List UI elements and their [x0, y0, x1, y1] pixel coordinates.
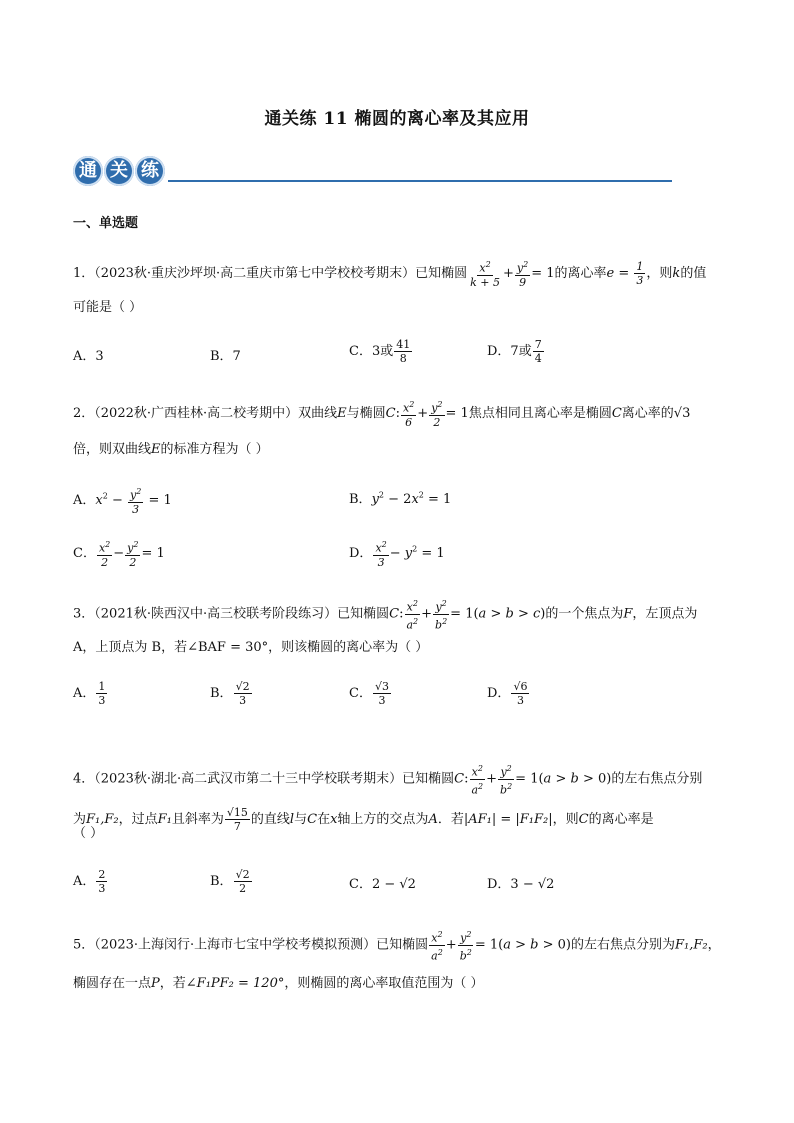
q5-equation: $\frac{x^2}{a^2}$ [431, 930, 443, 963]
question-4-line-2: 为F₁,F₂，过点F₁且斜率为 $\frac{√15}{7}$ 的直线l与C在x轴上方的交点为A．若|AF₁| = |F₁F₂|，则C的离心率是 [73, 806, 654, 833]
q1-eccentricity: $\frac{1}{3}$ [636, 259, 644, 287]
q1-option-c[interactable]: C．3或 $\frac{41}{8}$ [349, 338, 411, 365]
q4-option-a[interactable]: A． $\frac{2}{3}$ [73, 868, 106, 895]
q3-option-b[interactable]: B． $\frac{√2}{3}$ [210, 680, 250, 707]
question-2-line-2: 倍，则双曲线E的标准方程为（ ） [73, 442, 269, 457]
q1-option-d[interactable]: D．7或 $\frac{7}{4}$ [487, 338, 542, 365]
question-1-line-2: 可能是（ ） [73, 300, 143, 315]
q1-option-b[interactable]: B．7 [210, 349, 241, 364]
q3-option-d[interactable]: D． $\frac{√6}{3}$ [487, 680, 528, 707]
q2-option-b[interactable]: B．$y^2 - 2x^2 = 1$ [349, 490, 452, 507]
question-4-line-3: （ ） [73, 826, 104, 841]
q4-equation: $\frac{x^2}{a^2}$ [471, 764, 484, 797]
question-2-line-1: 2．（2022秋·广西桂林·高二校考期中）双曲线E与椭圆C: $\frac{x^2}{6}$ + $\frac{y^2}{2}$ = 1焦点相同且离心率是椭圆C离心率的√3 [73, 400, 691, 429]
q3-option-a[interactable]: A． $\frac{1}{3}$ [73, 680, 106, 707]
q4-option-d[interactable]: D．3 − √2 [487, 877, 555, 892]
q4-option-b[interactable]: B． $\frac{√2}{2}$ [210, 868, 250, 895]
page-title: 通关练 11 椭圆的离心率及其应用 [264, 109, 530, 129]
q2-option-c[interactable]: C． $\frac{x^2}{2}$ − $\frac{y^2}{2}$ = 1 [73, 540, 165, 569]
section-badge [73, 156, 165, 186]
q2-option-a[interactable]: A．$x^2$ − $\frac{y^2}{3}$ = 1 [73, 487, 172, 516]
badge-underline [168, 180, 672, 182]
section-heading: 一、单选题 [73, 216, 139, 231]
question-5-line-1: 5．（2023·上海闵行·上海市七宝中学校考模拟预测）已知椭圆 $\frac{x^2}{a^2}$ + $\frac{y^2}{b^2}$ = 1(a > b > 0)的左右焦点分别为F₁,F₂， [73, 930, 721, 963]
question-4-line-1: 4．（2023秋·湖北·高二武汉市第二十三中学校联考期末）已知椭圆C: $\frac{x^2}{a^2}$ + $\frac{y^2}{b^2}$ = 1(a > b > 0)的左右焦点分别 [73, 764, 703, 797]
q2-equation: $\frac{x^2}{6}$ [402, 400, 415, 429]
badge-char: 通 [73, 156, 103, 186]
q1-option-a[interactable]: A．3 [73, 349, 104, 364]
q1-text: 1．（2023秋·重庆沙坪坝·高二重庆市第七中学校校考期末）已知椭圆 [73, 265, 468, 281]
question-3-line-2: A，上顶点为 B，若∠BAF = 30°，则该椭圆的离心率为（ ） [73, 640, 429, 655]
question-3-line-1: 3．（2021秋·陕西汉中·高三校联考阶段练习）已知椭圆C: $\frac{x^2}{a^2}$ + $\frac{y^2}{b^2}$ = 1(a > b > c)的一个焦点为F，左顶点为 [73, 599, 698, 632]
q3-equation: $\frac{x^2}{a^2}$ [406, 599, 419, 632]
q1-equation: $\frac{x^2}{k + 5}$ [470, 260, 500, 289]
q2-option-d[interactable]: D． $\frac{x^2}{3}$ − $y^2 = 1$ [349, 540, 445, 569]
q4-slope: $\frac{√15}{7}$ [226, 806, 248, 833]
badge-char: 练 [135, 156, 165, 186]
q4-option-c[interactable]: C．2 − √2 [349, 877, 416, 892]
question-1-line-1: 1．（2023秋·重庆沙坪坝·高二重庆市第七中学校校考期末）已知椭圆 $\frac{x^2}{k + 5}$ + $\frac{y^2}{9}$ = 1的离心率e = $\frac{1}{3}$ ，则k的值 [73, 259, 707, 289]
q3-option-c[interactable]: C． $\frac{√3}{3}$ [349, 680, 389, 707]
badge-char: 关 [104, 156, 134, 186]
question-5-line-2: 椭圆存在一点P，若∠F₁PF₂ = 120°，则椭圆的离心率取值范围为（ ） [73, 976, 484, 991]
